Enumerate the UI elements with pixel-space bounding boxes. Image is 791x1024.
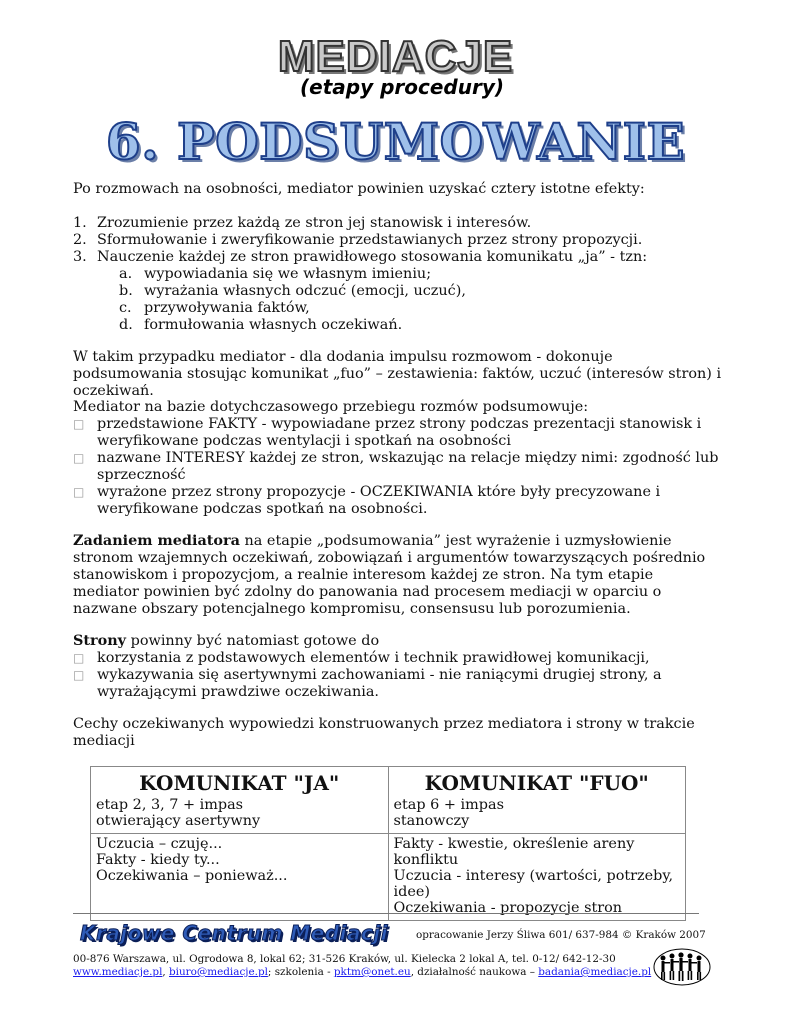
training-label: ; szkolenia - [267, 966, 334, 978]
list-item [73, 650, 723, 667]
summary-section [73, 399, 723, 518]
table-header-ja: KOMUNIKAT "JA" [91, 767, 389, 796]
cell-line: etap 2, 3, 7 + impas [96, 797, 244, 813]
item-letter: b. [119, 283, 133, 299]
list-item [73, 416, 723, 450]
item-letter: d. [119, 317, 133, 333]
research-email-link[interactable]: badania@mediacje.pl [538, 966, 652, 978]
item-text: formułowania własnych oczekiwań. [144, 317, 403, 333]
item-number: 2. [73, 232, 87, 248]
bold-lead: Zadaniem mediatora [73, 532, 240, 549]
cell-line: Uczucia – czuję... [96, 836, 223, 852]
table-header-fuo: KOMUNIKAT "FUO" [388, 767, 686, 796]
item-text: nazwane INTERESY każdej ze stron, wskazując na relacje między nimi: zgodność lub sprzeczność [97, 450, 719, 483]
item-letter: c. [119, 300, 132, 316]
item-text: przedstawione FAKTY - wypowiadane przez strony podczas prezentacji stanowisk i weryfikowane podczas wentylacji i spotkań na osobności [97, 416, 702, 449]
checkbox-bullet-icon: □ [73, 417, 85, 431]
list-item [73, 667, 723, 701]
checkbox-bullet-icon: □ [73, 668, 85, 682]
intro-paragraph: Po rozmowach na osobności, mediator powinien uzyskać cztery istotne efekty: [73, 181, 645, 197]
document-title: MEDIACJE [277, 32, 514, 81]
effects-list [73, 215, 723, 334]
bold-lead: Strony [73, 632, 127, 649]
sub-list-item [73, 283, 723, 300]
mediator-task-paragraph [73, 532, 723, 618]
checkbox-bullet-icon: □ [73, 485, 85, 499]
cell-line: Oczekiwania - propozycje stron [393, 900, 623, 916]
item-text: Zrozumienie przez każdą ze stron jej stanowisk i interesów. [97, 215, 532, 231]
separator: , [162, 966, 169, 978]
cell-line: etap 6 + impas [393, 797, 504, 813]
kcm-logo: Krajowe Centrum Mediacji [80, 921, 389, 945]
table-cell-fuo-stage [388, 795, 686, 834]
list-item [73, 215, 723, 232]
address-line: 00-876 Warszawa, ul. Ogrodowa 8, lokal 62; 31-526 Kraków, ul. Kielecka 2 lokal A, tel. 0-12/ 642-12-30 [73, 953, 616, 965]
checkbox-bullet-icon: □ [73, 451, 85, 465]
people-group-logo-icon [653, 946, 711, 986]
item-text: Nauczenie każdej ze stron prawidłowego stosowania komunikatu „ja” - tzn: [97, 249, 648, 265]
cell-line: Uczucia - interesy (wartości, potrzeby, idee) [393, 868, 674, 900]
science-label: , działalność naukowa – [410, 966, 539, 978]
cell-line: Fakty - kiedy ty... [96, 852, 220, 868]
item-text: przywoływania faktów, [144, 300, 310, 316]
item-letter: a. [119, 266, 133, 282]
sub-list-item [73, 317, 723, 334]
list-item [73, 484, 723, 518]
document-subtitle: (etapy procedury) [300, 75, 505, 99]
table-cell-fuo-content [388, 834, 686, 921]
cell-line: otwierający asertywny [96, 813, 261, 829]
parties-section [73, 632, 723, 701]
table-cell-ja-stage [91, 795, 389, 834]
cell-line: Oczekiwania – ponieważ... [96, 868, 288, 884]
footer-contact [73, 953, 673, 979]
item-number: 1. [73, 215, 87, 231]
links-line [73, 966, 673, 979]
item-text: wypowiadania się we własnym imieniu; [144, 266, 432, 282]
cell-line: stanowczy [393, 813, 470, 829]
sub-list-item [73, 300, 723, 317]
author-credit: opracowanie Jerzy Śliwa 601/ 637-984 © Kraków 2007 [416, 929, 706, 941]
paragraph-text: powinny być natomiast gotowe do [126, 633, 380, 649]
footer-divider [73, 913, 699, 914]
komunikat-table [90, 766, 686, 921]
website-link[interactable]: www.mediacje.pl [73, 966, 163, 978]
parties-intro [73, 632, 723, 650]
item-number: 3. [73, 249, 87, 265]
summary-intro: Mediator na bazie dotychczasowego przebiegu rozmów podsumowuje: [73, 399, 589, 415]
list-item [73, 249, 723, 266]
training-email-link[interactable]: pktm@onet.eu [333, 966, 411, 978]
section-title: 6. PODSUMOWANIE [105, 112, 686, 171]
cell-line: Fakty - kwestie, określenie areny konfliktu [393, 836, 635, 868]
item-text: wyrażone przez strony propozycje - OCZEKIWANIA które były precyzowane i weryfikowane podczas spotkań na osobności. [97, 484, 661, 517]
item-text: wyrażania własnych odczuć (emocji, uczuć), [144, 283, 466, 299]
features-intro: Cechy oczekiwanych wypowiedzi konstruowanych przez mediatora i strony w trakcie mediacji [73, 716, 695, 749]
sub-list-item [73, 266, 723, 283]
checkbox-bullet-icon: □ [73, 651, 85, 665]
table-cell-ja-content [91, 834, 389, 921]
item-text: Sformułowanie i zweryfikowanie przedstawianych przez strony propozycji. [97, 232, 643, 248]
fuo-paragraph: W takim przypadku mediator - dla dodania impulsu rozmowom - dokonuje podsumowania stosując komunikat „fuo” – zestawienia: faktów, uczuć (interesów stron) i oczekiwań. [73, 349, 722, 399]
list-item [73, 232, 723, 249]
item-text: korzystania z podstawowych elementów i technik prawidłowej komunikacji, [97, 650, 650, 666]
list-item [73, 450, 723, 484]
office-email-link[interactable]: biuro@mediacje.pl [169, 966, 268, 978]
paragraph-text: na etapie „podsumowania” jest wyrażenie i uzmysłowienie stronom wzajemnych oczekiwań, zobowiązań i argumentów towarzyszących pośrednio stanowiskom i propozycjom, a realnie interesom każdej ze stron. Na tym etapie mediator powinien być zdolny do panowania nad procesem mediacji w oparciu o nazwane obszary potencjalnego kompromisu, consensusu lub porozumienia. [73, 533, 706, 617]
item-text: wykazywania się asertywnymi zachowaniami - nie raniącymi drugiej strony, a wyrażającymi prawdziwe oczekiwania. [97, 667, 662, 700]
